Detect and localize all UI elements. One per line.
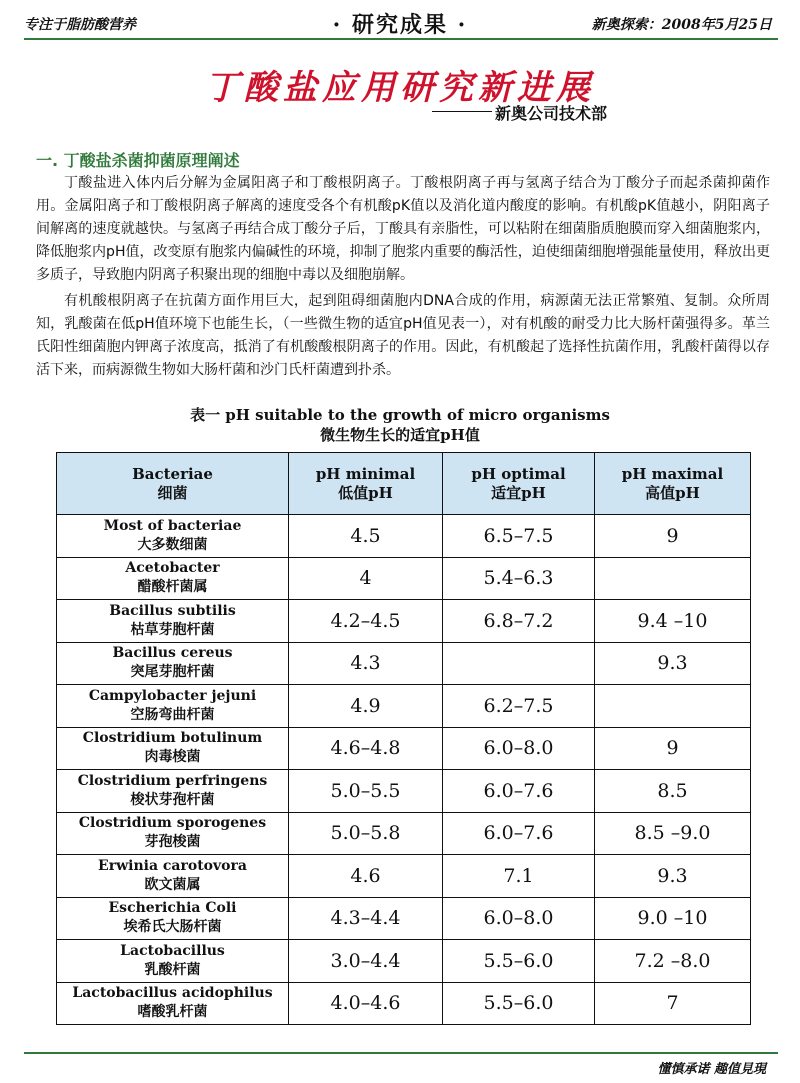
ph-min-cell: 4.6	[289, 855, 443, 898]
paragraph-1: 丁酸盐进入体内后分解为金属阳离子和丁酸根阴离子。丁酸根阴离子再与氢离子结合为丁酸分子而起杀菌抑菌作用。金属阳离子和丁酸根阴离子解离的速度受各个有机酸pK值以及消化道内酸度的影响。有机酸pK值越小，阴阳离子间解离的速度就越快。与氢离子再结合成丁酸分子后，丁酸具有亲脂性，可以粘附在细菌脂质胞膜而穿入细菌胞浆内，降低胞浆内pH值，改变原有胞浆内偏碱性的环境，抑制了胞浆内重要的酶活性，迫使细菌细胞增强能量使用，释放出更多质子，导致胞内阴离子积聚出现的细胞中毒以及细胞崩解。	[36, 175, 770, 283]
bacteria-name: Lactobacillus acidophilus 嗜酸乳杆菌	[57, 982, 289, 1025]
bacteria-name: Most of bacteriae 大多数细菌	[57, 515, 289, 558]
table-row	[57, 982, 751, 1025]
ph-min-cell: 4.6–4.8	[289, 727, 443, 770]
header-bacteriae: Bacteriae 细菌	[57, 453, 289, 515]
byline-dash	[432, 111, 492, 112]
ph-opt-cell: 6.8–7.2	[443, 600, 595, 643]
bacteria-name: Clostridium perfringens 梭状芽孢杆菌	[57, 770, 289, 813]
ph-max-cell: 7.2 –8.0	[595, 940, 751, 983]
ph-max-cell: 9	[595, 727, 751, 770]
ph-min-cell: 4.0–4.6	[289, 982, 443, 1025]
header-section-title: · 研究成果 ·	[332, 12, 468, 38]
header-ph-optimal: pH optimal 适宜pH	[443, 453, 595, 515]
ph-opt-cell: 7.1	[443, 855, 595, 898]
ph-opt-cell: 6.0–7.6	[443, 770, 595, 813]
bottom-divider	[24, 1052, 778, 1054]
table-row	[57, 855, 751, 898]
ph-opt-cell: 6.0–7.6	[443, 812, 595, 855]
header-left-slogan: 专注于脂肪酸营养	[24, 17, 136, 33]
table-row	[57, 557, 751, 600]
ph-min-cell: 4.3	[289, 642, 443, 685]
ph-opt-cell: 6.0–8.0	[443, 897, 595, 940]
article-byline: 新奥公司技术部	[495, 104, 608, 123]
ph-min-cell: 4	[289, 557, 443, 600]
table-caption-en: 表一 pH suitable to the growth of micro organisms	[190, 406, 610, 424]
article-title: 丁酸盐应用研究新进展	[205, 68, 595, 108]
ph-max-cell	[595, 685, 751, 728]
paragraph-2: 有机酸根阴离子在抗菌方面作用巨大，起到阻碍细菌胞内DNA合成的作用，病源菌无法正常繁殖、复制。众所周知，乳酸菌在低pH值环境下也能生长，（一些微生物的适宜pH值见表一），对有机酸的耐受力比大肠杆菌强得多。革兰氏阳性细菌胞内钾离子浓度高，抵消了有机酸酸根阴离子的作用。因此，有机酸起了选择性抗菌作用，乳酸杆菌得以存活下来，而病源微生物如大肠杆菌和沙门氏杆菌遭到扑杀。	[36, 293, 770, 378]
footer-motto: 懂慎承诺 趣值見現	[657, 1062, 766, 1077]
ph-max-cell: 9	[595, 515, 751, 558]
table-row	[57, 770, 751, 813]
table-row	[57, 515, 751, 558]
ph-max-cell: 8.5 –9.0	[595, 812, 751, 855]
ph-opt-cell: 6.0–8.0	[443, 727, 595, 770]
table-row	[57, 642, 751, 685]
table-caption-cn: 微生物生长的适宜pH值	[320, 426, 480, 444]
bacteria-name: Erwinia carotovora 欧文菌属	[57, 855, 289, 898]
ph-opt-cell	[443, 642, 595, 685]
ph-opt-cell: 6.2–7.5	[443, 685, 595, 728]
ph-max-cell: 9.3	[595, 642, 751, 685]
ph-max-cell	[595, 557, 751, 600]
bacteria-name: Clostridium botulinum 肉毒梭菌	[57, 727, 289, 770]
header-ph-maximal: pH maximal 高值pH	[595, 453, 751, 515]
table-row	[57, 727, 751, 770]
bacteria-name: Clostridium sporogenes 芽孢梭菌	[57, 812, 289, 855]
table-row	[57, 685, 751, 728]
header-issue-date: 新奥探索：2008年5月25日	[591, 17, 772, 33]
ph-min-cell: 4.9	[289, 685, 443, 728]
ph-table	[56, 452, 751, 1025]
table-row	[57, 812, 751, 855]
ph-opt-cell: 5.5–6.0	[443, 940, 595, 983]
ph-opt-cell: 5.4–6.3	[443, 557, 595, 600]
section-heading: 一. 丁酸盐杀菌抑菌原理阐述	[36, 151, 240, 170]
ph-min-cell: 3.0–4.4	[289, 940, 443, 983]
table-header-row	[57, 453, 751, 515]
ph-max-cell: 9.4 –10	[595, 600, 751, 643]
bacteria-name: Bacillus cereus 突尾芽胞杆菌	[57, 642, 289, 685]
bacteria-name: Escherichia Coli 埃希氏大肠杆菌	[57, 897, 289, 940]
header-ph-minimal: pH minimal 低值pH	[289, 453, 443, 515]
ph-min-cell: 5.0–5.8	[289, 812, 443, 855]
ph-opt-cell: 6.5–7.5	[443, 515, 595, 558]
ph-min-cell: 4.2–4.5	[289, 600, 443, 643]
bacteria-name: Lactobacillus 乳酸杆菌	[57, 940, 289, 983]
table-row	[57, 897, 751, 940]
ph-max-cell: 9.0 –10	[595, 897, 751, 940]
top-divider	[24, 38, 778, 40]
bacteria-name: Bacillus subtilis 枯草芽胞杆菌	[57, 600, 289, 643]
table-row	[57, 940, 751, 983]
ph-max-cell: 7	[595, 982, 751, 1025]
ph-min-cell: 4.5	[289, 515, 443, 558]
ph-min-cell: 4.3–4.4	[289, 897, 443, 940]
ph-max-cell: 8.5	[595, 770, 751, 813]
ph-max-cell: 9.3	[595, 855, 751, 898]
bacteria-name: Campylobacter jejuni 空肠弯曲杆菌	[57, 685, 289, 728]
ph-min-cell: 5.0–5.5	[289, 770, 443, 813]
bacteria-name: Acetobacter 醋酸杆菌属	[57, 557, 289, 600]
table-row	[57, 600, 751, 643]
ph-opt-cell: 5.5–6.0	[443, 982, 595, 1025]
